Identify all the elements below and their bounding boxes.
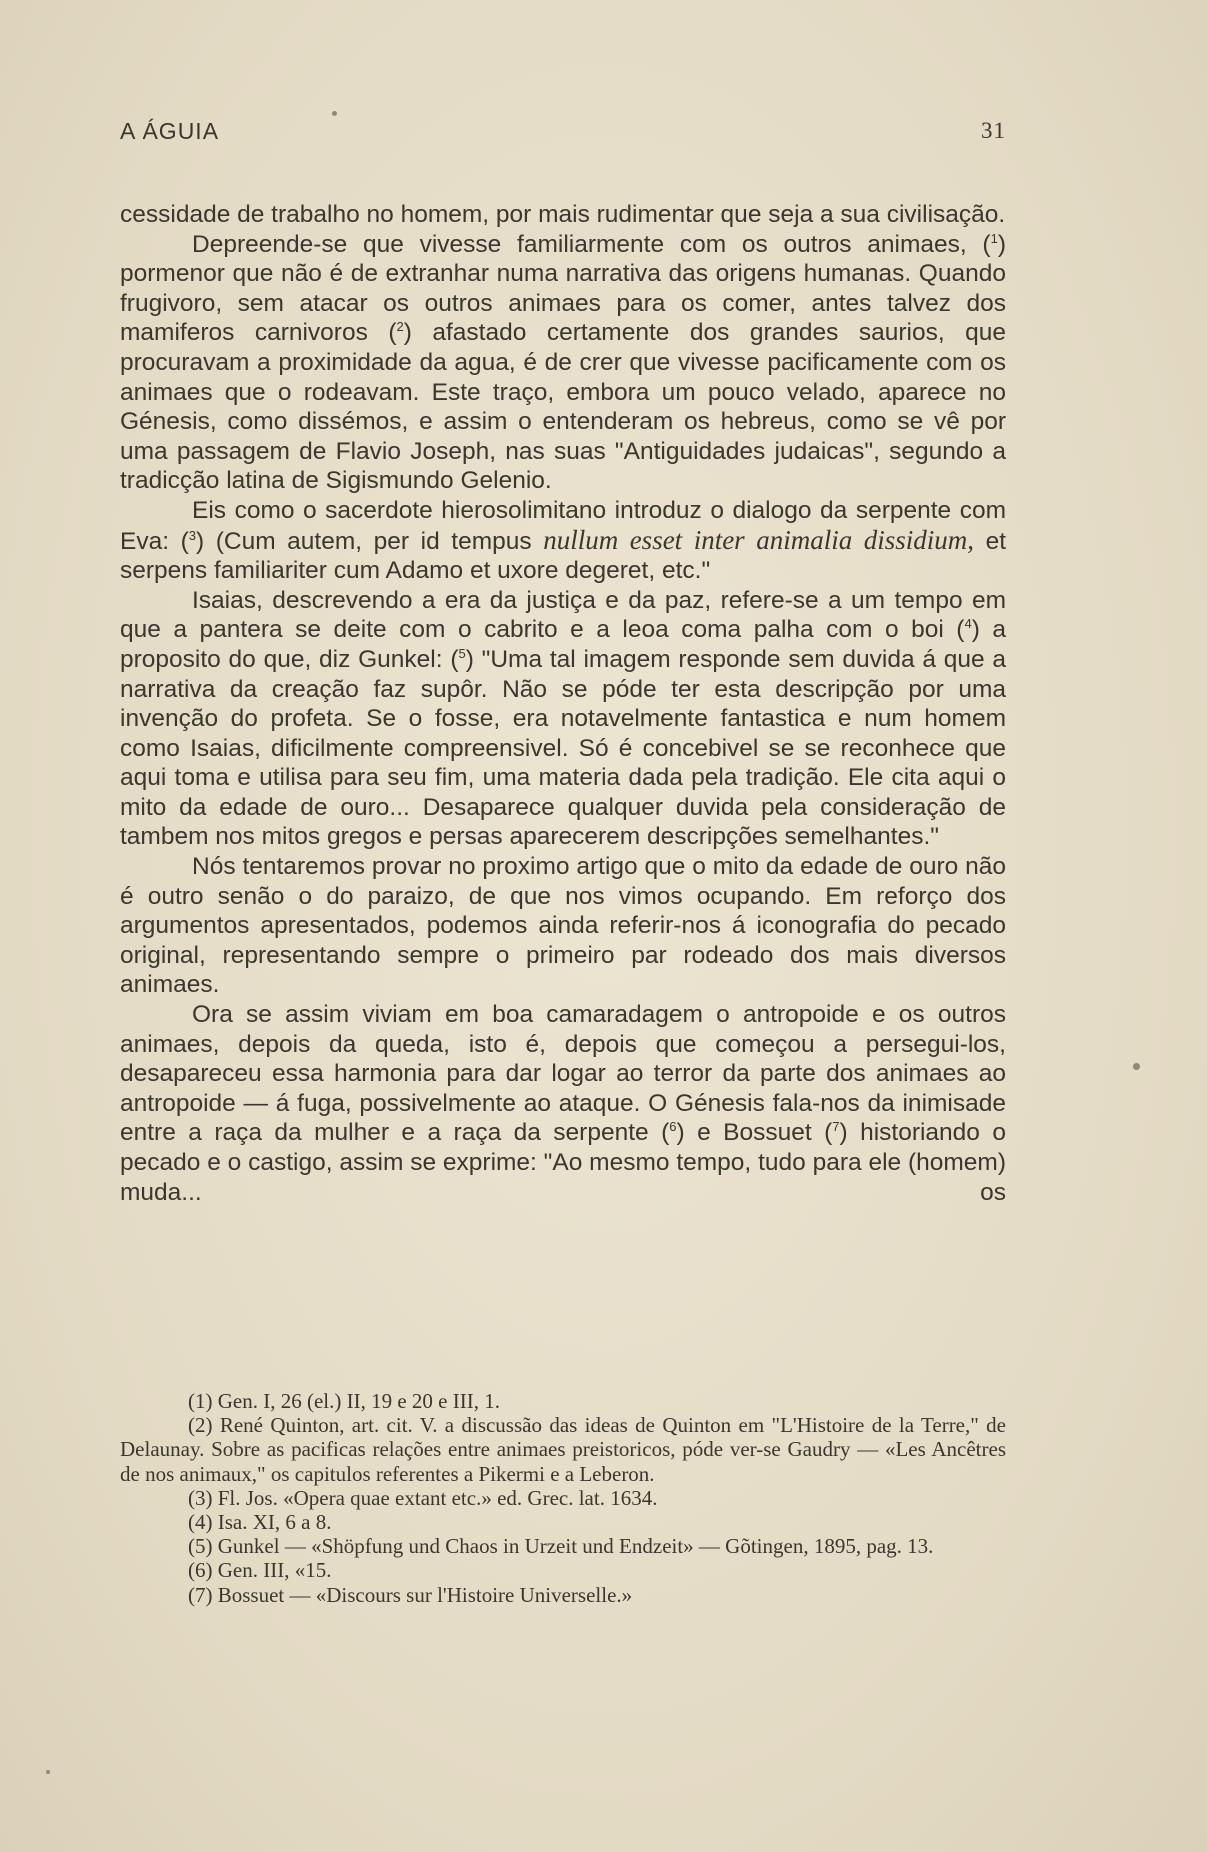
footnote-6: (6) Gen. III, «15.	[188, 1558, 332, 1583]
footnote-ref-1: 1	[990, 230, 998, 246]
footnote-ref-7: 7	[832, 1119, 840, 1135]
paragraph-2: Depreende-se que vivesse familiarmente com os outros animaes, ($^1$) pormenor que não é de extranhar numa narrativa das origens humanas. Quando frugivoro, sem atacar os outros animaes para os comer, antes talvez dos mamiferos carnivoros ($^2$) afastado certamente dos grandes saurios, que procuravam a proximidade da agua, é de crer que vivesse pacificamente com os animaes que o rodeavam. Este traço, embora um pouco velado, aparece no Génesis, como dissémos, e assim o entenderam os hebreus, como se vê por uma passagem de Flavio Joseph, nas suas "Antiguidades judaicas", segundo a tradicção latina de Sigismundo Gelenio.	[120, 230, 1006, 495]
footnote-7: (7) Bossuet — «Discours sur l'Histoire Universelle.»	[188, 1582, 633, 1607]
paragraph-4: Isaias, descrevendo a era da justiça e da paz, refere-se a um tempo em que a pantera se deite com o cabrito e a leoa coma palha com o boi ($^4$) a proposito do que, diz Gunkel: ($^5$) "Uma tal imagem responde sem duvida á que a narrativa da creação faz supôr. Não se póde ter esta descripção por uma invenção do profeta. Se o fosse, era notavelmente fantastica e num homem como Isaias, dificilmente compreensivel. Só é concebivel se se reconhece que aqui toma e utilisa para seu fim, uma materia dada pela tradição. Ele cita aqui o mito da edade de ouro... Desaparece qualquer duvida pela consideração de tambem nos mitos gregos e persas aparecerem descripções semelhantes."	[120, 586, 1007, 851]
footnote-ref-2: 2	[396, 319, 404, 335]
paper-speck	[1133, 1063, 1140, 1070]
footnote-4: (4) Isa. XI, 6 a 8.	[188, 1510, 332, 1535]
footnotes	[120, 1389, 1006, 1607]
footnote-1: (1) Gen. I, 26 (el.) II, 19 e 20 e III, 1.	[188, 1389, 500, 1413]
paragraph-5: Nós tentaremos provar no proximo artigo que o mito da edade de ouro não é outro senão o do paraizo, de que nos vimos ocupando. Em reforço dos argumentos apresentados, podemos ainda referir-nos á iconografia do pecado original, representando sempre o primeiro par rodeado dos mais diversos animaes.	[120, 853, 1006, 999]
footnote-ref-3: 3	[188, 527, 196, 543]
paragraph-3: Eis como o sacerdote hierosolimitano introduz o dialogo da serpente com Eva: ($^3$) (Cum autem, per id tempus nullum esset inter animalia dissidium, et serpens familiariter cum Adamo et uxore degeret, etc."	[120, 496, 1007, 585]
article-body	[120, 200, 1006, 1207]
paragraph-6: Ora se assim viviam em boa camaradagem o antropoide e os outros animaes, depois da queda, isto é, depois que começou a persegui-los, desapareceu essa harmonia para dar logar ao terror da parte dos animaes ao antropoide — á fuga, possivelmente ao ataque. O Génesis fala-nos da inimisade entre a raça da mulher e a raça da serpente ($^6$) e Bossuet ($^7$) historiando o pecado e o castigo, assim se exprime: "Ao mesmo tempo, tudo para ele (homem) muda... os	[120, 1001, 1006, 1206]
page-number: 31	[981, 118, 1006, 143]
footnote-ref-5: 5	[458, 645, 466, 661]
footnote-5: (5) Gunkel — «Shöpfung und Chaos in Urzeit und Endzeit» — Gõtingen, 1895, pag. 13.	[188, 1534, 934, 1559]
paper-speck	[46, 1770, 50, 1774]
footnote-3: (3) Fl. Jos. «Opera quae extant etc.» ed. Grec. lat. 1634.	[188, 1485, 658, 1510]
footnote-ref-4: 4	[964, 616, 972, 632]
paragraph-1: cessidade de trabalho no homem, por mais rudimentar que seja a sua civilisação.	[120, 201, 1006, 228]
running-header	[120, 118, 1006, 152]
journal-title: A ÁGUIA	[120, 118, 220, 144]
latin-italic-phrase: nullum esset inter animalia dissidium,	[543, 524, 974, 555]
footnote-ref-6: 6	[669, 1119, 677, 1135]
footnote-2: (2) René Quinton, art. cit. V. a discussão das ideas de Quinton em "L'Histoire de la Terre," de Delaunay. Sobre as pacificas relações entre animaes preistoricos, póde ver-se Gaudry — «Les Ancêtres de nos animaux," os capitulos referentes a Pikermi e a Leberon.	[120, 1413, 1006, 1486]
paper-speck	[332, 111, 337, 116]
